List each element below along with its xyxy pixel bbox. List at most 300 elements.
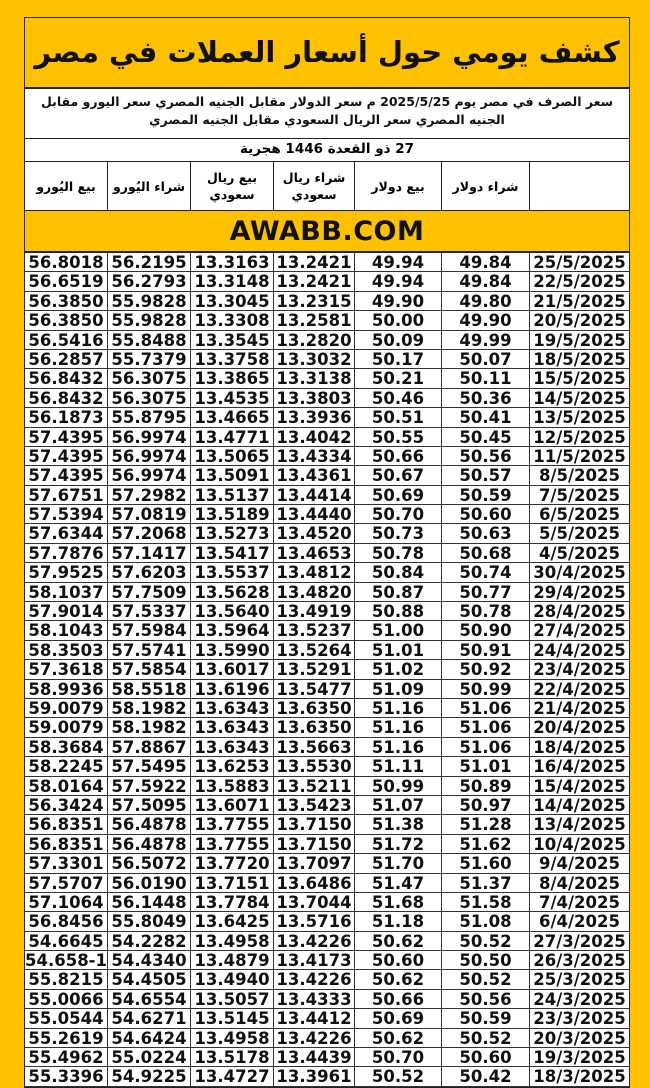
cell-usd-sell: 50.55 <box>354 428 441 446</box>
cell-sar-buy: 13.5264 <box>273 641 354 659</box>
cell-eur-sell: 57.4395 <box>28 466 104 485</box>
cell-usd-buy: 50.57 <box>441 466 529 484</box>
table-row <box>25 292 629 311</box>
cell-date: 11/5/2025 <box>529 447 629 465</box>
cell-sar-buy: 13.4173 <box>273 951 354 969</box>
cell-eur-buy: 56.9974 <box>107 428 190 446</box>
cell-usd-sell: 51.16 <box>354 699 441 717</box>
table-row <box>25 932 629 951</box>
cell-date: 20/3/2025 <box>529 1029 629 1047</box>
cell-eur-sell: 59.0079 <box>28 698 104 718</box>
cell-eur-buy: 57.0819 <box>107 505 190 523</box>
cell-eur-buy: 58.1982 <box>107 699 190 717</box>
cell-usd-sell: 50.84 <box>354 563 441 581</box>
cell-eur-buy: 54.2282 <box>107 932 190 950</box>
cell-sar-buy: 13.4412 <box>273 1009 354 1027</box>
cell-eur-sell: 56.6519 <box>28 272 104 291</box>
cell-date: 5/5/2025 <box>529 524 629 542</box>
cell-sar-buy: 13.5291 <box>273 660 354 678</box>
cell-usd-buy: 50.50 <box>441 951 529 969</box>
cell-eur-sell: 58.3684 <box>28 737 104 757</box>
cell-sar-sell: 13.5091 <box>190 466 273 484</box>
cell-sar-sell: 13.4879 <box>190 951 273 969</box>
cell-eur-sell: 58.1043 <box>28 621 104 640</box>
column-header-usd-sell: بيع دولار <box>354 162 441 210</box>
cell-sar-buy: 13.5530 <box>273 757 354 775</box>
cell-sar-buy: 13.6486 <box>273 874 354 892</box>
cell-sar-sell: 13.5057 <box>190 990 273 1008</box>
table-row <box>25 563 629 582</box>
cell-date: 8/4/2025 <box>529 874 629 892</box>
cell-date: 16/4/2025 <box>529 757 629 775</box>
table-row <box>25 331 629 350</box>
cell-sar-buy: 13.5237 <box>273 621 354 639</box>
cell-sar-sell: 13.6017 <box>190 660 273 678</box>
cell-eur-buy: 57.6203 <box>107 563 190 581</box>
column-header-sar-buy: شراء ريال سعودي <box>273 162 354 210</box>
cell-sar-sell: 13.6253 <box>190 757 273 775</box>
cell-usd-sell: 49.90 <box>354 292 441 310</box>
cell-eur-sell: 55.0066 <box>28 989 104 1009</box>
cell-eur-buy: 55.9828 <box>107 292 190 310</box>
cell-sar-buy: 13.4042 <box>273 428 354 446</box>
cell-date: 7/5/2025 <box>529 486 629 504</box>
cell-eur-sell: 55.3396 <box>28 1067 104 1086</box>
cell-eur-sell: 56.8432 <box>28 369 104 388</box>
cell-date: 4/5/2025 <box>529 544 629 562</box>
cell-sar-buy: 13.3803 <box>273 389 354 407</box>
cell-eur-buy: 57.2068 <box>107 524 190 542</box>
cell-sar-buy: 13.5211 <box>273 777 354 795</box>
cell-eur-buy: 56.3075 <box>107 369 190 387</box>
cell-eur-buy: 55.9828 <box>107 311 190 329</box>
cell-eur-buy: 57.5922 <box>107 777 190 795</box>
cell-usd-sell: 50.67 <box>354 466 441 484</box>
cell-usd-buy: 50.74 <box>441 563 529 581</box>
table-row <box>25 311 629 330</box>
cell-date: 14/5/2025 <box>529 389 629 407</box>
cell-sar-buy: 13.3936 <box>273 408 354 426</box>
table-row <box>25 796 629 815</box>
cell-eur-sell: 58.3503 <box>28 640 104 660</box>
cell-sar-buy: 13.5663 <box>273 738 354 756</box>
cell-usd-sell: 50.21 <box>354 369 441 387</box>
table-row <box>25 718 629 737</box>
cell-usd-buy: 49.90 <box>441 311 529 329</box>
cell-eur-sell: 59.0079 <box>28 718 104 737</box>
cell-usd-buy: 51.08 <box>441 912 529 930</box>
cell-eur-buy: 56.3075 <box>107 389 190 407</box>
cell-usd-buy: 50.90 <box>441 621 529 639</box>
cell-usd-sell: 50.46 <box>354 389 441 407</box>
cell-date: 10/4/2025 <box>529 835 629 853</box>
cell-usd-sell: 50.51 <box>354 408 441 426</box>
cell-eur-buy: 57.5495 <box>107 757 190 775</box>
cell-usd-sell: 50.70 <box>354 1048 441 1066</box>
cell-usd-buy: 50.60 <box>441 505 529 523</box>
cell-eur-buy: 54.4505 <box>107 970 190 988</box>
cell-usd-sell: 50.00 <box>354 311 441 329</box>
cell-eur-buy: 56.1448 <box>107 893 190 911</box>
cell-usd-buy: 50.52 <box>441 1029 529 1047</box>
cell-sar-buy: 13.5477 <box>273 680 354 698</box>
cell-date: 26/3/2025 <box>529 951 629 969</box>
table-row <box>25 524 629 543</box>
cell-sar-sell: 13.7755 <box>190 835 273 853</box>
cell-usd-buy: 51.28 <box>441 815 529 833</box>
cell-eur-buy: 56.4878 <box>107 835 190 853</box>
cell-sar-sell: 13.5628 <box>190 583 273 601</box>
cell-eur-buy: 55.8488 <box>107 331 190 349</box>
cell-usd-sell: 51.68 <box>354 893 441 911</box>
column-header-sar-sell: بيع ريال سعودي <box>190 162 273 210</box>
cell-sar-sell: 13.3545 <box>190 331 273 349</box>
cell-usd-buy: 50.78 <box>441 602 529 620</box>
cell-eur-buy: 57.7509 <box>107 583 190 601</box>
table-row <box>25 951 629 970</box>
cell-date: 9/4/2025 <box>529 854 629 872</box>
table-row <box>25 815 629 834</box>
table-row <box>25 893 629 912</box>
cell-eur-buy: 56.2793 <box>107 272 190 290</box>
table-row <box>25 369 629 388</box>
cell-eur-sell: 54.658-1 <box>25 951 107 970</box>
description-text: سعر الصرف في مصر يوم 2025/5/25 م سعر الدولار مقابل الجنيه المصري سعر اليورو مقابل الجنيه المصري سعر الريال السعودي مقابل الجنيه المصري <box>25 89 629 139</box>
cell-usd-buy: 50.63 <box>441 524 529 542</box>
cell-sar-sell: 13.6425 <box>190 912 273 930</box>
cell-sar-buy: 13.2421 <box>273 272 354 290</box>
cell-usd-sell: 50.69 <box>354 1009 441 1027</box>
cell-usd-buy: 50.59 <box>441 486 529 504</box>
cell-usd-buy: 51.06 <box>441 718 529 736</box>
table-row <box>25 350 629 369</box>
cell-usd-sell: 50.87 <box>354 583 441 601</box>
cell-date: 8/5/2025 <box>529 466 629 484</box>
cell-sar-buy: 13.3032 <box>273 350 354 368</box>
cell-sar-sell: 13.6071 <box>190 796 273 814</box>
cell-usd-sell: 50.17 <box>354 350 441 368</box>
cell-eur-sell: 57.5707 <box>28 873 104 892</box>
cell-sar-sell: 13.5137 <box>190 486 273 504</box>
cell-date: 21/5/2025 <box>529 292 629 310</box>
cell-usd-buy: 49.84 <box>441 272 529 290</box>
cell-sar-buy: 13.7097 <box>273 854 354 872</box>
cell-sar-buy: 13.7044 <box>273 893 354 911</box>
table-row <box>25 757 629 776</box>
table-row <box>25 466 629 485</box>
cell-date: 6/5/2025 <box>529 505 629 523</box>
cell-usd-sell: 50.73 <box>354 524 441 542</box>
cell-sar-buy: 13.4440 <box>273 505 354 523</box>
cell-date: 13/4/2025 <box>529 815 629 833</box>
cell-usd-sell: 51.38 <box>354 815 441 833</box>
cell-eur-sell: 58.2245 <box>28 757 104 776</box>
cell-eur-sell: 55.0544 <box>28 1009 104 1028</box>
cell-sar-buy: 13.7150 <box>273 835 354 853</box>
table-row <box>25 1048 629 1067</box>
cell-usd-sell: 50.62 <box>354 970 441 988</box>
cell-sar-buy: 13.4520 <box>273 524 354 542</box>
cell-sar-sell: 13.5273 <box>190 524 273 542</box>
cell-usd-buy: 50.52 <box>441 932 529 950</box>
cell-eur-buy: 55.8795 <box>107 408 190 426</box>
cell-sar-buy: 13.4226 <box>273 1029 354 1047</box>
cell-usd-sell: 51.07 <box>354 796 441 814</box>
cell-sar-buy: 13.4820 <box>273 583 354 601</box>
cell-sar-sell: 13.4727 <box>190 1067 273 1085</box>
cell-eur-buy: 56.4878 <box>107 815 190 833</box>
cell-sar-buy: 13.4919 <box>273 602 354 620</box>
table-row <box>25 912 629 931</box>
cell-eur-sell: 57.3301 <box>28 854 104 873</box>
cell-sar-sell: 13.6343 <box>190 738 273 756</box>
table-row <box>25 699 629 718</box>
cell-usd-sell: 51.18 <box>354 912 441 930</box>
cell-eur-sell: 55.2619 <box>28 1028 104 1048</box>
table-row <box>25 253 629 272</box>
cell-usd-buy: 49.99 <box>441 331 529 349</box>
cell-eur-buy: 57.5854 <box>107 660 190 678</box>
cell-eur-buy: 57.5095 <box>107 796 190 814</box>
cell-sar-sell: 13.4958 <box>190 1029 273 1047</box>
table-row <box>25 486 629 505</box>
cell-eur-buy: 54.6424 <box>107 1029 190 1047</box>
cell-usd-buy: 50.91 <box>441 641 529 659</box>
cell-sar-sell: 13.5883 <box>190 777 273 795</box>
cell-date: 23/3/2025 <box>529 1009 629 1027</box>
cell-eur-buy: 57.5984 <box>107 621 190 639</box>
cell-sar-sell: 13.6343 <box>190 699 273 717</box>
cell-usd-buy: 50.77 <box>441 583 529 601</box>
cell-eur-sell: 56.8351 <box>28 834 104 854</box>
cell-date: 23/4/2025 <box>529 660 629 678</box>
table-row <box>25 505 629 524</box>
cell-sar-buy: 13.4226 <box>273 970 354 988</box>
cell-usd-buy: 50.11 <box>441 369 529 387</box>
cell-usd-buy: 50.89 <box>441 777 529 795</box>
cell-date: 6/4/2025 <box>529 912 629 930</box>
cell-eur-sell: 57.4395 <box>28 427 104 446</box>
cell-eur-buy: 56.9974 <box>107 466 190 484</box>
cell-usd-buy: 50.56 <box>441 990 529 1008</box>
cell-sar-sell: 13.4665 <box>190 408 273 426</box>
cell-usd-sell: 50.78 <box>354 544 441 562</box>
cell-usd-buy: 50.68 <box>441 544 529 562</box>
cell-usd-sell: 50.62 <box>354 1029 441 1047</box>
cell-usd-buy: 51.37 <box>441 874 529 892</box>
cell-sar-sell: 13.5990 <box>190 641 273 659</box>
cell-eur-sell: 58.9936 <box>28 679 104 698</box>
cell-date: 20/5/2025 <box>529 311 629 329</box>
table-row <box>25 854 629 873</box>
cell-sar-sell: 13.5964 <box>190 621 273 639</box>
cell-date: 20/4/2025 <box>529 718 629 736</box>
cell-usd-buy: 50.56 <box>441 447 529 465</box>
cell-sar-sell: 13.7784 <box>190 893 273 911</box>
cell-sar-buy: 13.4361 <box>273 466 354 484</box>
cell-usd-sell: 49.94 <box>354 272 441 290</box>
cell-usd-buy: 50.52 <box>441 970 529 988</box>
cell-usd-sell: 50.88 <box>354 602 441 620</box>
cell-sar-sell: 13.7755 <box>190 815 273 833</box>
cell-eur-sell: 57.4395 <box>28 446 104 466</box>
cell-sar-buy: 13.2315 <box>273 292 354 310</box>
cell-date: 14/4/2025 <box>529 796 629 814</box>
cell-usd-buy: 50.41 <box>441 408 529 426</box>
site-banner: AWABB.COM <box>25 211 629 253</box>
cell-eur-buy: 58.5518 <box>107 680 190 698</box>
table-row <box>25 621 629 640</box>
cell-eur-buy: 56.2195 <box>107 253 190 271</box>
cell-date: 19/5/2025 <box>529 331 629 349</box>
cell-usd-buy: 51.06 <box>441 738 529 756</box>
cell-usd-sell: 51.16 <box>354 718 441 736</box>
column-header-date <box>529 162 629 210</box>
cell-usd-sell: 51.16 <box>354 738 441 756</box>
cell-eur-buy: 54.9225 <box>107 1067 190 1085</box>
cell-sar-buy: 13.3961 <box>273 1067 354 1085</box>
column-header-eur-sell: بيع اليُورو <box>36 178 96 194</box>
cell-sar-sell: 13.3758 <box>190 350 273 368</box>
cell-eur-sell: 58.0164 <box>28 776 104 795</box>
cell-usd-sell: 50.69 <box>354 486 441 504</box>
cell-eur-sell: 57.5394 <box>28 505 104 524</box>
table-row <box>25 272 629 291</box>
table-row <box>25 738 629 757</box>
cell-eur-buy: 55.7379 <box>107 350 190 368</box>
cell-usd-buy: 51.58 <box>441 893 529 911</box>
cell-eur-buy: 57.2982 <box>107 486 190 504</box>
column-header-eur-buy: شراء اليُورو <box>107 162 190 210</box>
cell-eur-buy: 57.1417 <box>107 544 190 562</box>
page-title: كشف يومي حول أسعار العملات في مصر <box>25 18 629 89</box>
table-row <box>25 660 629 679</box>
cell-sar-sell: 13.4771 <box>190 428 273 446</box>
table-row <box>25 1009 629 1028</box>
cell-sar-sell: 13.5640 <box>190 602 273 620</box>
cell-eur-buy: 56.0190 <box>107 874 190 892</box>
cell-date: 21/4/2025 <box>529 699 629 717</box>
cell-eur-buy: 57.5337 <box>107 602 190 620</box>
cell-date: 18/4/2025 <box>529 738 629 756</box>
cell-usd-buy: 50.45 <box>441 428 529 446</box>
cell-eur-sell: 57.6751 <box>28 485 104 505</box>
cell-sar-sell: 13.7720 <box>190 854 273 872</box>
cell-usd-buy: 51.01 <box>441 757 529 775</box>
cell-sar-sell: 13.5065 <box>190 447 273 465</box>
cell-date: 15/4/2025 <box>529 777 629 795</box>
cell-date: 29/4/2025 <box>529 583 629 601</box>
cell-date: 30/4/2025 <box>529 563 629 581</box>
cell-eur-buy: 54.6271 <box>107 1009 190 1027</box>
cell-sar-buy: 13.3138 <box>273 369 354 387</box>
cell-eur-buy: 54.6554 <box>107 990 190 1008</box>
cell-usd-buy: 51.06 <box>441 699 529 717</box>
cell-sar-buy: 13.2820 <box>273 331 354 349</box>
cell-usd-sell: 50.66 <box>354 447 441 465</box>
cell-usd-sell: 51.00 <box>354 621 441 639</box>
table-row <box>25 970 629 989</box>
table-row <box>25 544 629 563</box>
table-row <box>25 680 629 699</box>
cell-eur-sell: 57.9525 <box>28 563 104 582</box>
exchange-rate-sheet <box>24 17 630 1088</box>
cell-sar-buy: 13.4334 <box>273 447 354 465</box>
cell-sar-buy: 13.2581 <box>273 311 354 329</box>
cell-eur-buy: 55.8049 <box>107 912 190 930</box>
table-row <box>25 447 629 466</box>
cell-sar-sell: 13.4940 <box>190 970 273 988</box>
cell-eur-sell: 56.8018 <box>28 253 104 272</box>
cell-date: 18/5/2025 <box>529 350 629 368</box>
cell-usd-sell: 49.94 <box>354 253 441 271</box>
cell-sar-sell: 13.3308 <box>190 311 273 329</box>
cell-sar-sell: 13.5178 <box>190 1048 273 1066</box>
cell-date: 15/5/2025 <box>529 369 629 387</box>
cell-sar-buy: 13.4333 <box>273 990 354 1008</box>
cell-eur-sell: 56.3850 <box>28 291 104 311</box>
cell-usd-buy: 50.07 <box>441 350 529 368</box>
cell-sar-buy: 13.6350 <box>273 718 354 736</box>
cell-usd-sell: 50.66 <box>354 990 441 1008</box>
cell-sar-buy: 13.4812 <box>273 563 354 581</box>
cell-usd-sell: 50.52 <box>354 1067 441 1085</box>
table-body <box>25 253 629 1087</box>
cell-usd-buy: 50.99 <box>441 680 529 698</box>
cell-eur-buy: 57.5741 <box>107 641 190 659</box>
table-row <box>25 835 629 854</box>
cell-eur-sell: 57.6344 <box>28 524 104 543</box>
table-row <box>25 428 629 447</box>
table-row <box>25 583 629 602</box>
cell-usd-buy: 49.80 <box>441 292 529 310</box>
cell-sar-sell: 13.4535 <box>190 389 273 407</box>
cell-sar-sell: 13.5417 <box>190 544 273 562</box>
table-row <box>25 1029 629 1048</box>
cell-eur-sell: 56.8456 <box>28 912 104 931</box>
cell-sar-sell: 13.3045 <box>190 292 273 310</box>
cell-sar-buy: 13.5423 <box>273 796 354 814</box>
cell-eur-sell: 56.3424 <box>28 795 104 815</box>
table-header <box>25 162 629 211</box>
cell-sar-buy: 13.7150 <box>273 815 354 833</box>
table-row <box>25 990 629 1009</box>
cell-eur-sell: 56.2857 <box>28 349 104 369</box>
cell-eur-sell: 56.8351 <box>28 815 104 834</box>
table-row <box>25 641 629 660</box>
cell-sar-sell: 13.5145 <box>190 1009 273 1027</box>
cell-date: 18/3/2025 <box>529 1067 629 1085</box>
cell-date: 24/3/2025 <box>529 990 629 1008</box>
cell-usd-sell: 50.62 <box>354 932 441 950</box>
cell-usd-sell: 51.72 <box>354 835 441 853</box>
cell-usd-sell: 50.99 <box>354 777 441 795</box>
cell-eur-buy: 58.1982 <box>107 718 190 736</box>
cell-eur-sell: 55.8215 <box>28 970 104 989</box>
cell-usd-sell: 51.01 <box>354 641 441 659</box>
cell-sar-sell: 13.5189 <box>190 505 273 523</box>
cell-usd-buy: 49.84 <box>441 253 529 271</box>
cell-sar-buy: 13.4439 <box>273 1048 354 1066</box>
cell-usd-sell: 51.47 <box>354 874 441 892</box>
cell-date: 19/3/2025 <box>529 1048 629 1066</box>
cell-sar-buy: 13.6350 <box>273 699 354 717</box>
cell-usd-sell: 51.02 <box>354 660 441 678</box>
cell-eur-buy: 55.0224 <box>107 1048 190 1066</box>
cell-date: 27/3/2025 <box>529 932 629 950</box>
cell-eur-sell: 56.8432 <box>28 388 104 408</box>
cell-date: 25/3/2025 <box>529 970 629 988</box>
